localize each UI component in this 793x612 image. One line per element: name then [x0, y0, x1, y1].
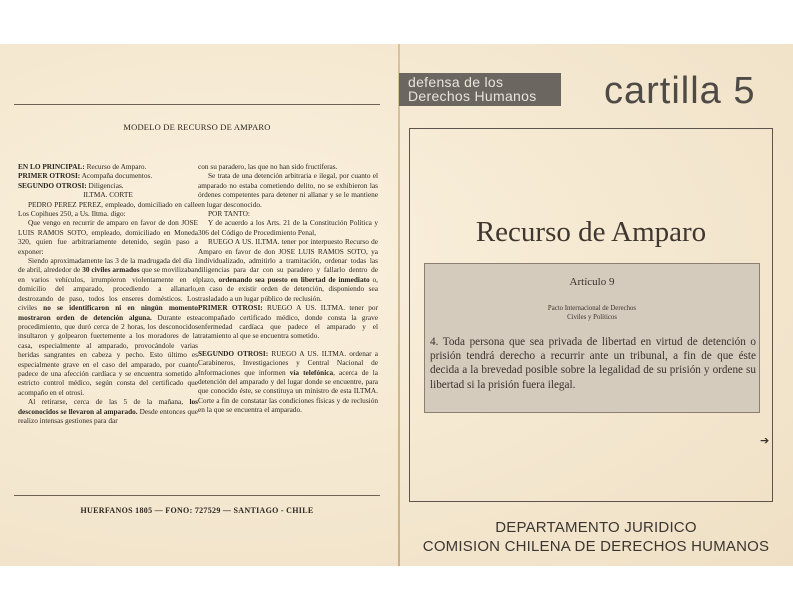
text-span: Durante este procedimiento, que duró cerca de 2 horas, los desconocidos insultaron y golpearon fuertemente a los moradores de la casa, especialmente al amparado, provocándole varias heridas sangrantes en cabeza y pecho. Esto último es especialmente grave en el caso del amparado, por cuanto padece de una afección cardíaca y se encuentra sometido a estricto control médico, según consta del certificado que acompaño en el otrosí.: [18, 312, 198, 397]
pacto-line-2: Civiles y Políticos: [567, 314, 617, 321]
arrow-right-icon: ➔: [760, 434, 770, 447]
banner-line-2: Derechos Humanos: [408, 88, 537, 104]
bottom-rule: [14, 495, 380, 496]
paragraph: [198, 349, 378, 415]
bold-span: ordenando sea puesto en libertad de inmediato: [218, 274, 370, 284]
banner-line-1: defensa de los: [408, 74, 504, 90]
text-span: Al retirarse, cerca de las 5 de la mañana,: [28, 397, 190, 407]
article-heading: Artículo 9: [569, 276, 615, 288]
bold-span: SEGUNDO OTROSI:: [198, 348, 269, 358]
text-span: , acerca de la detención del amparado y del lugar donde se encuentre, para que conocido éste, se constituya un ministro de esta ILTMA. Corte a fin de constatar las condiciones físicas y de reclusión en la que se encuentra el amparado.: [198, 367, 378, 415]
page-fold: [398, 44, 400, 566]
cover-title: Recurso de Amparo: [475, 216, 707, 248]
cartilla-number: cartilla 5: [604, 70, 756, 112]
paragraph: con su paradero, las que no han sido fructíferas.: [198, 162, 338, 171]
por-tanto-heading: POR TANTO:: [208, 209, 250, 219]
text-span: RUEGO A US. ILTMA. tener por acompañado certificado médico, donde consta la grave enfermedad cardíaca que padece el amparado y el tratamiento al que se encuentra sometido.: [198, 303, 378, 341]
principal-label: EN LO PRINCIPAL:: [18, 162, 85, 171]
segundo-otrosi-label: SEGUNDO OTROSI:: [18, 180, 87, 190]
bold-span: vía telefónica: [289, 367, 334, 377]
text-span: que se movilizaban en varios vehículos, irrumpieron violentamente en el domicilio del amparado, procediendo a allanarlo, destrozando de paso, todos los enseres domésticos. Los civiles: [18, 265, 199, 313]
text-column-1: [18, 162, 198, 425]
bold-span: no se identificaron ni en ningún momento mostraron orden de detención alguna.: [18, 303, 199, 322]
primer-otrosi-text: Acompaña documentos.: [80, 171, 153, 181]
pacto-caption: [424, 304, 760, 322]
corte-heading: ILTMA. CORTE: [83, 190, 133, 200]
dept-line-2: COMISION CHILENA DE DERECHOS HUMANOS: [422, 538, 770, 555]
paragraph: [18, 256, 198, 397]
dept-line-1: DEPARTAMENTO JURIDICO: [495, 519, 697, 536]
segundo-otrosi-text: Diligencias.: [86, 180, 124, 190]
bold-span: los desconocidos se llevaron al amparado.: [18, 397, 198, 416]
top-rule: [14, 104, 380, 105]
text-span: Desde entonces que realizo intensas gestiones para dar: [18, 406, 198, 425]
paragraph: Y de acuerdo a los Arts. 21 de la Constitución Política y 306 del Código de Procedimiento Penal,: [198, 218, 378, 237]
text-column-2: [198, 162, 378, 415]
paragraph: PEDRO PEREZ PEREZ, empleado, domiciliado en calle Los Copihues 250, a Us. Iltma. digo:: [18, 199, 198, 219]
paragraph: Se trata de una detención arbitraria e ilegal, por cuanto el amparado no estaba cometiendo delito, no se exhibieron las órdenes competentes para detener ni allanar y se le mantiene en lugar desconocido.: [198, 171, 378, 209]
principal-text: Recurso de Amparo.: [84, 162, 147, 171]
paragraph: Que vengo en recurrir de amparo en favor de don JOSE LUIS RAMOS SOTO, empleado, domiciliado en Moneda 320, quien fue arbitrariamente detenido, según paso a exponer:: [18, 218, 198, 256]
model-title: MODELO DE RECURSO DE AMPARO: [123, 122, 271, 132]
pacto-line-1: Pacto Internacional de Derechos: [547, 305, 637, 312]
paragraph: [198, 237, 378, 303]
paragraph: [198, 303, 378, 341]
department-block: [399, 518, 793, 556]
bold-span: PRIMER OTROSI:: [198, 303, 263, 313]
address-footer: HUERFANOS 1805 — FONO: 727529 — SANTIAGO - CHILE: [80, 506, 314, 515]
paragraph: [18, 397, 198, 425]
text-span: Siendo aproximadamente las 3 de la madrugada del día 1 de abril, alrededor de: [18, 256, 198, 275]
text-span: o, en caso de existir orden de detención, disponiendo sea trasladado a un lugar público de reclusión.: [198, 274, 378, 303]
text-span: RUEGO A US. ILTMA. tener por interpuesto Recurso de Amparo en favor de don JOSE LUIS RAMOS SOTO, ya individualizado, admitirlo a tramitación, ordenar todas las diligencias para dar con su paradero y fallarlo dentro de plazo,: [198, 237, 378, 284]
bold-span: 30 civiles armados: [82, 265, 140, 275]
primer-otrosi-label: PRIMER OTROSI:: [18, 171, 81, 181]
series-banner: [399, 73, 561, 106]
article-text: 4. Toda persona que sea privada de libertad en virtud de detención o prisión tendrá derecho a recurrir ante un tribunal, a fin de que éste decida a la brevedad posible sobre la legalidad de su prisión y ordene su libertad si la prisión fuera ilegal.: [430, 336, 756, 391]
text-span: RUEGO A US. ILTMA. ordenar a Carabineros, Investigaciones y Central Nacional de Informaciones que informen: [198, 348, 378, 377]
